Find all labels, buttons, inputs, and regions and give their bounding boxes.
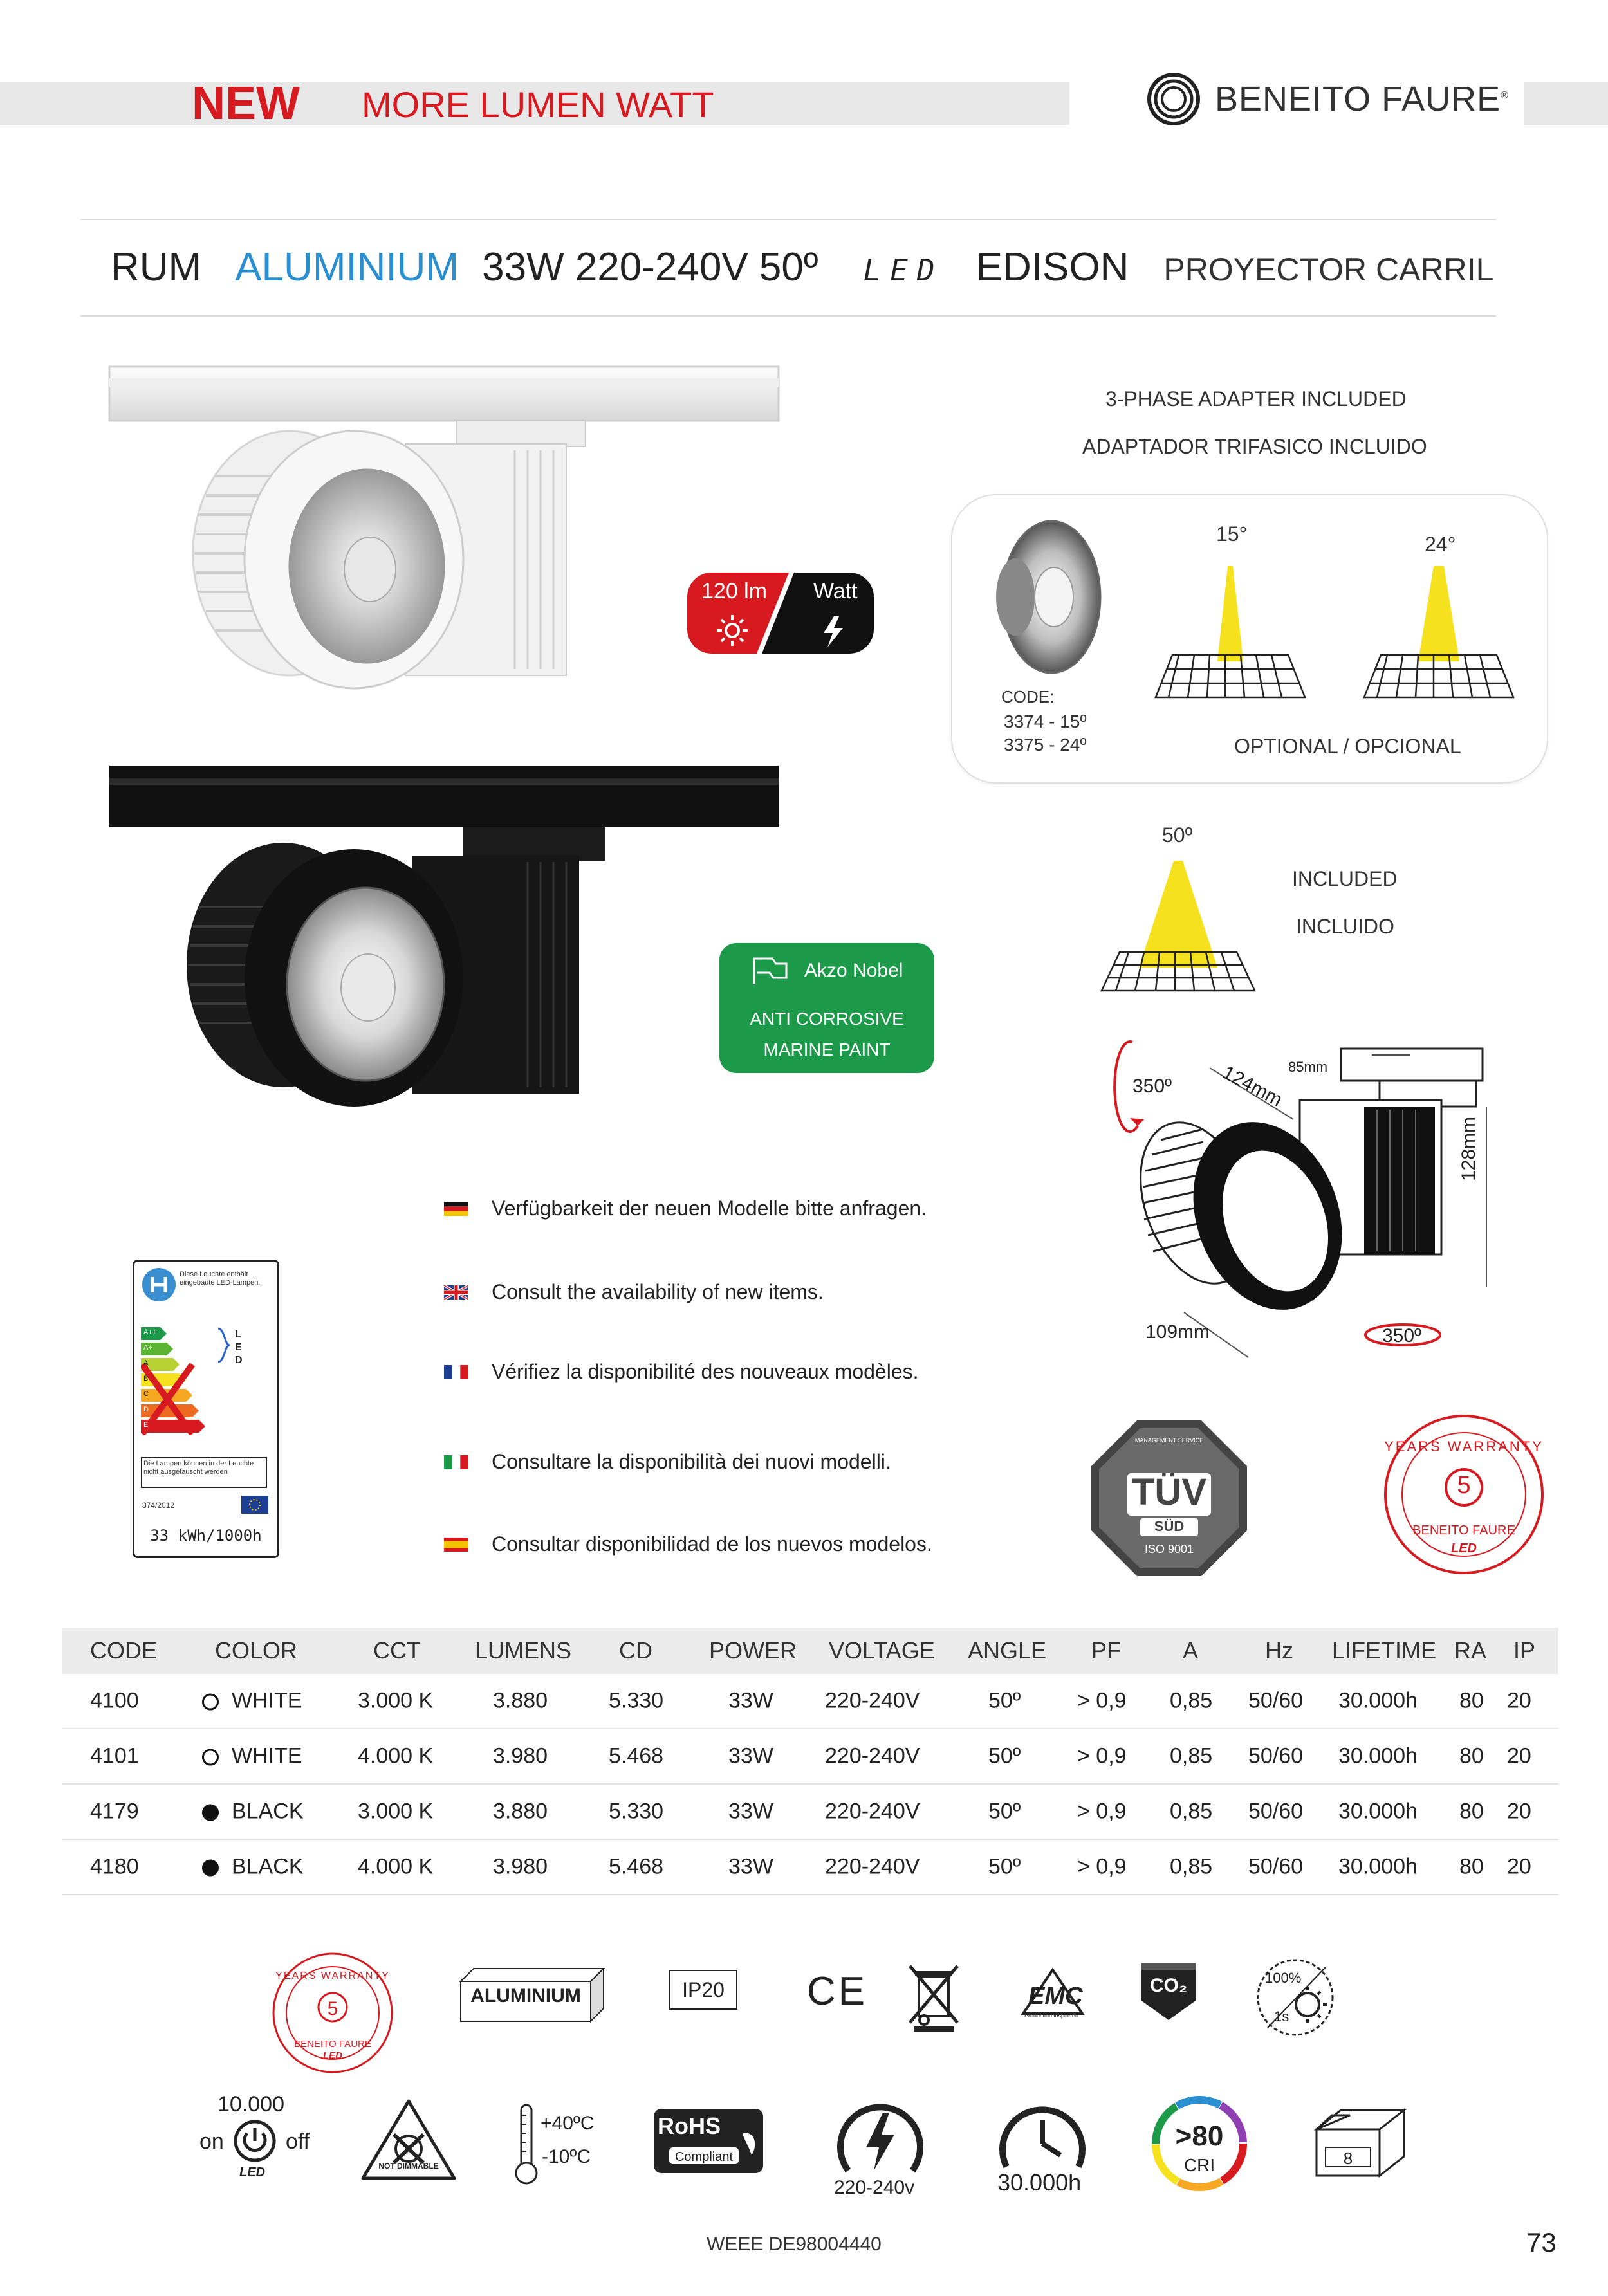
cell-hz: 50/60 (1248, 1799, 1304, 1824)
table-row (62, 1674, 1558, 1729)
color-label: WHITE (232, 1688, 302, 1713)
cell-lifetime: 30.000h (1338, 1743, 1418, 1768)
title-type: PROYECTOR CARRIL (1163, 252, 1494, 288)
cell-voltage: 220-240V (825, 1799, 920, 1824)
cell-angle: 50º (988, 1854, 1021, 1879)
eu-flag-icon (241, 1496, 268, 1514)
cell-code: 4101 (90, 1743, 139, 1768)
th-ra: RA (1454, 1637, 1487, 1664)
warranty-led: LED (1451, 1541, 1477, 1556)
brand-name: BENEITO FAURE® (1215, 80, 1509, 118)
cell-a: 0,85 (1170, 1688, 1213, 1713)
th-cct: CCT (373, 1637, 421, 1664)
cell-a: 0,85 (1170, 1799, 1213, 1824)
flag-fr-icon (444, 1365, 468, 1379)
flag-es-icon (444, 1538, 468, 1552)
emc-sub-label: Production inspected (1024, 2012, 1079, 2019)
tuv-main-text: TÜV (1132, 1471, 1206, 1513)
table-row (62, 1840, 1558, 1895)
cell-ip: 20 (1507, 1854, 1531, 1879)
th-a: A (1183, 1637, 1199, 1664)
availability-text: Consultare la disponibilità dei nuovi modelli. (492, 1450, 891, 1473)
th-hz: Hz (1265, 1637, 1293, 1664)
header-band-right (1524, 82, 1608, 125)
included-en: INCLUDED (1292, 867, 1398, 890)
cell-a: 0,85 (1170, 1854, 1213, 1879)
cell-cct: 3.000 K (358, 1688, 434, 1713)
dim-85: 85mm (1288, 1059, 1328, 1075)
warranty-text-small: YEARS WARRANTY (275, 1970, 390, 1981)
beam-50-icon (1098, 852, 1259, 993)
title-material: ALUMINIUM (235, 245, 459, 289)
availability-text: Consult the availability of new items. (492, 1280, 824, 1303)
not-dimmable-label: NOT DIMMABLE (378, 2162, 439, 2171)
cell-lumens: 3.880 (493, 1688, 548, 1713)
color-swatch (202, 1694, 219, 1711)
akzo-flag-icon (750, 955, 789, 987)
rotation-vertical: 350º (1132, 1076, 1172, 1097)
cell-power: 33W (728, 1743, 773, 1768)
cell-code: 4180 (90, 1854, 139, 1879)
tagline: MORE LUMEN WATT (362, 84, 714, 125)
optional-label: OPTIONAL / OPCIONAL (1234, 735, 1461, 758)
cell-ra: 80 (1459, 1854, 1484, 1879)
th-lumens: LUMENS (475, 1637, 572, 1664)
power-button-icon (233, 2119, 277, 2163)
cell-hz: 50/60 (1248, 1743, 1304, 1768)
cell-hz: 50/60 (1248, 1688, 1304, 1713)
included-es: INCLUIDO (1296, 915, 1394, 938)
energy-class-label: C (143, 1390, 149, 1398)
voltage-icon (829, 2100, 932, 2183)
cell-a: 0,85 (1170, 1743, 1213, 1768)
lifetime-label: 30.000h (997, 2169, 1082, 2196)
tuv-sub-text: SÜD (1154, 1518, 1185, 1534)
cell-angle: 50º (988, 1799, 1021, 1824)
switch-off-label: off (286, 2129, 310, 2154)
brand-logo (1147, 72, 1509, 126)
title-series: EDISON (975, 245, 1129, 289)
temp-max: +40ºC (541, 2113, 595, 2134)
th-lifetime: LIFETIME (1332, 1637, 1437, 1664)
cell-ip: 20 (1507, 1743, 1531, 1768)
color-swatch (202, 1860, 219, 1877)
lifetime-clock-icon (991, 2100, 1094, 2171)
instant-percent: 100% (1265, 1970, 1302, 1986)
color-label: BLACK (232, 1799, 304, 1824)
cell-angle: 50º (988, 1743, 1021, 1768)
cell-cct: 3.000 K (358, 1799, 434, 1824)
energy-consumption: 33 kWh/1000h (150, 1527, 262, 1545)
code-24: 3375 - 24º (1004, 735, 1087, 755)
availability-fr (444, 1360, 919, 1384)
cell-cd: 5.468 (609, 1743, 664, 1768)
instant-start-icon (1255, 1957, 1336, 2038)
switch-led-label: LED (239, 2165, 265, 2180)
cell-pf: > 0,9 (1077, 1799, 1127, 1824)
thermometer-icon (513, 2102, 539, 2186)
th-cd: CD (619, 1637, 652, 1664)
cri-label: CRI (1183, 2155, 1215, 2175)
cri-value: >80 (1175, 2120, 1224, 2152)
cell-ra: 80 (1459, 1743, 1484, 1768)
table-body (62, 1674, 1558, 1895)
energy-regulation: 874/2012 (142, 1501, 175, 1510)
lumen-value: 120 lm (701, 579, 768, 603)
cell-ip: 20 (1507, 1688, 1531, 1713)
th-power: POWER (709, 1637, 797, 1664)
new-label: NEW (192, 78, 300, 129)
instant-time: 1s (1274, 2008, 1289, 2025)
title-led: LED (863, 253, 944, 288)
temp-min: -10ºC (542, 2146, 591, 2167)
tuv-top-text: MANAGEMENT SERVICE (1134, 1437, 1204, 1444)
energy-class-label: D (143, 1406, 149, 1413)
white-spotlight-image (103, 360, 785, 721)
availability-de (444, 1197, 927, 1220)
cell-power: 33W (728, 1854, 773, 1879)
cell-color (202, 1689, 302, 1714)
color-swatch (202, 1805, 219, 1821)
cell-code: 4100 (90, 1688, 139, 1713)
package-box-icon (1313, 2104, 1409, 2181)
energy-bottom-text: Die Lampen können in der Leuchte nicht ausgetauscht werden (141, 1457, 267, 1488)
warranty-brand-small: BENEITO FAURE (294, 2039, 371, 2050)
tuv-iso-text: ISO 9001 (1144, 1543, 1194, 1556)
color-label: BLACK (232, 1854, 304, 1879)
emc-label: EMC (1028, 1983, 1083, 2010)
cell-lifetime: 30.000h (1338, 1854, 1418, 1879)
cell-color (202, 1799, 304, 1824)
angle-15: 15° (1216, 522, 1248, 546)
availability-en (444, 1280, 824, 1304)
product-title (111, 244, 1493, 290)
table-row (62, 1729, 1558, 1785)
flag-it-icon (444, 1455, 468, 1469)
table-header (62, 1628, 1558, 1674)
weee-bin-icon (905, 1962, 963, 2033)
availability-text: Vérifiez la disponibilité des nouveaux modèles. (492, 1360, 919, 1383)
warranty-seal-small (270, 1951, 395, 2075)
dim-124: 124mm (1219, 1061, 1286, 1111)
color-label: WHITE (232, 1743, 302, 1768)
switch-cycles: 10.000 (217, 2092, 284, 2117)
page-number: 73 (1526, 2227, 1557, 2257)
energy-label (133, 1260, 279, 1558)
cell-color (202, 1744, 302, 1769)
akzo-brand: Akzo Nobel (804, 960, 903, 981)
energy-class-label: A+ (143, 1344, 152, 1352)
cell-lumens: 3.980 (493, 1743, 548, 1768)
energy-led-letters: L E D (235, 1329, 243, 1366)
beam-24-icon (1362, 558, 1516, 700)
warranty-text: YEARS WARRANTY (1384, 1438, 1544, 1455)
table-row (62, 1785, 1558, 1840)
ce-mark: CE (807, 1969, 868, 2014)
angle-24: 24° (1425, 533, 1456, 556)
code-label: CODE: (1001, 687, 1055, 706)
th-angle: ANGLE (968, 1637, 1047, 1664)
title-model: RUM (111, 245, 202, 289)
flag-de-icon (444, 1202, 468, 1216)
flag-uk-icon (444, 1285, 468, 1300)
dim-109: 109mm (1145, 1321, 1210, 1343)
cell-cct: 4.000 K (358, 1743, 434, 1768)
rohs-sub-label: Compliant (674, 2150, 734, 2164)
rotation-horizontal: 350º (1382, 1325, 1422, 1346)
code-15: 3374 - 15º (1004, 712, 1087, 731)
cell-pf: > 0,9 (1077, 1854, 1127, 1879)
cell-lumens: 3.980 (493, 1854, 548, 1879)
product-table (62, 1628, 1558, 1895)
availability-es (444, 1532, 932, 1556)
cell-ra: 80 (1459, 1799, 1484, 1824)
energy-class-label: A++ (143, 1328, 157, 1336)
energy-class-label: E (143, 1421, 149, 1429)
cell-power: 33W (728, 1799, 773, 1824)
cell-voltage: 220-240V (825, 1743, 920, 1768)
availability-it (444, 1450, 891, 1474)
cell-pf: > 0,9 (1077, 1743, 1127, 1768)
cell-voltage: 220-240V (825, 1854, 920, 1879)
cell-cd: 5.330 (609, 1688, 664, 1713)
akzo-line2: MARINE PAINT (763, 1040, 891, 1060)
akzo-line1: ANTI CORROSIVE (750, 1009, 904, 1029)
akzo-nobel-badge (719, 943, 934, 1073)
cell-voltage: 220-240V (825, 1688, 920, 1713)
brand-ring-icon (1147, 72, 1201, 126)
cell-power: 33W (728, 1688, 773, 1713)
watt-label: Watt (813, 579, 858, 603)
title-spec: 33W 220-240V 50º (482, 245, 818, 289)
reflector-image (990, 513, 1103, 681)
cell-code: 4179 (90, 1799, 139, 1824)
energy-class-bars (141, 1326, 270, 1435)
aluminium-label: ALUMINIUM (470, 1985, 581, 2007)
dim-128: 128mm (1458, 1116, 1479, 1181)
th-code: CODE (90, 1637, 158, 1664)
beam-15-icon (1153, 558, 1308, 700)
title-rule-top (80, 219, 1496, 220)
rohs-label: RoHS (658, 2113, 721, 2139)
cell-cct: 4.000 K (358, 1854, 434, 1879)
switch-on-label: on (199, 2129, 224, 2154)
color-swatch (202, 1749, 219, 1766)
warranty-years: 5 (1457, 1472, 1471, 1499)
cell-ip: 20 (1507, 1799, 1531, 1824)
cell-angle: 50º (988, 1688, 1021, 1713)
energy-top-text: Diese Leuchte enthält eingebaute LED-Lampen. (180, 1271, 261, 1287)
adapter-text-en: 3-PHASE ADAPTER INCLUDED (1105, 387, 1407, 410)
availability-text: Verfügbarkeit der neuen Modelle bitte anfragen. (492, 1197, 927, 1220)
angle-50: 50º (1162, 823, 1193, 847)
th-color: COLOR (215, 1637, 298, 1664)
package-qty: 8 (1343, 2149, 1353, 2168)
ip-rating-badge: IP20 (669, 1970, 737, 2010)
cell-pf: > 0,9 (1077, 1688, 1127, 1713)
weee-code: WEEE DE98004440 (707, 2234, 882, 2255)
warranty-years-small: 5 (327, 1998, 338, 2019)
warranty-led-small: LED (323, 2050, 342, 2061)
energy-class-label: A (143, 1359, 149, 1367)
cell-ra: 80 (1459, 1688, 1484, 1713)
warranty-brand: BENEITO FAURE (1412, 1523, 1515, 1538)
adapter-text-es: ADAPTADOR TRIFASICO INCLUIDO (1082, 435, 1427, 458)
th-pf: PF (1091, 1637, 1122, 1664)
co2-label: CO₂ (1149, 1975, 1188, 1996)
lamp-plug-icon (141, 1267, 177, 1303)
cell-lifetime: 30.000h (1338, 1799, 1418, 1824)
availability-text: Consultar disponibilidad de los nuevos modelos. (492, 1532, 932, 1556)
voltage-label: 220-240v (834, 2177, 915, 2198)
cell-hz: 50/60 (1248, 1854, 1304, 1879)
cell-lifetime: 30.000h (1338, 1688, 1418, 1713)
title-rule-bottom (80, 315, 1496, 317)
cell-color (202, 1855, 304, 1880)
energy-class-label: B (143, 1375, 149, 1382)
black-spotlight-image (103, 759, 785, 1119)
cell-cd: 5.330 (609, 1799, 664, 1824)
cell-cd: 5.468 (609, 1854, 664, 1879)
th-ip: IP (1513, 1637, 1536, 1664)
cell-lumens: 3.880 (493, 1799, 548, 1824)
th-voltage: VOLTAGE (829, 1637, 935, 1664)
